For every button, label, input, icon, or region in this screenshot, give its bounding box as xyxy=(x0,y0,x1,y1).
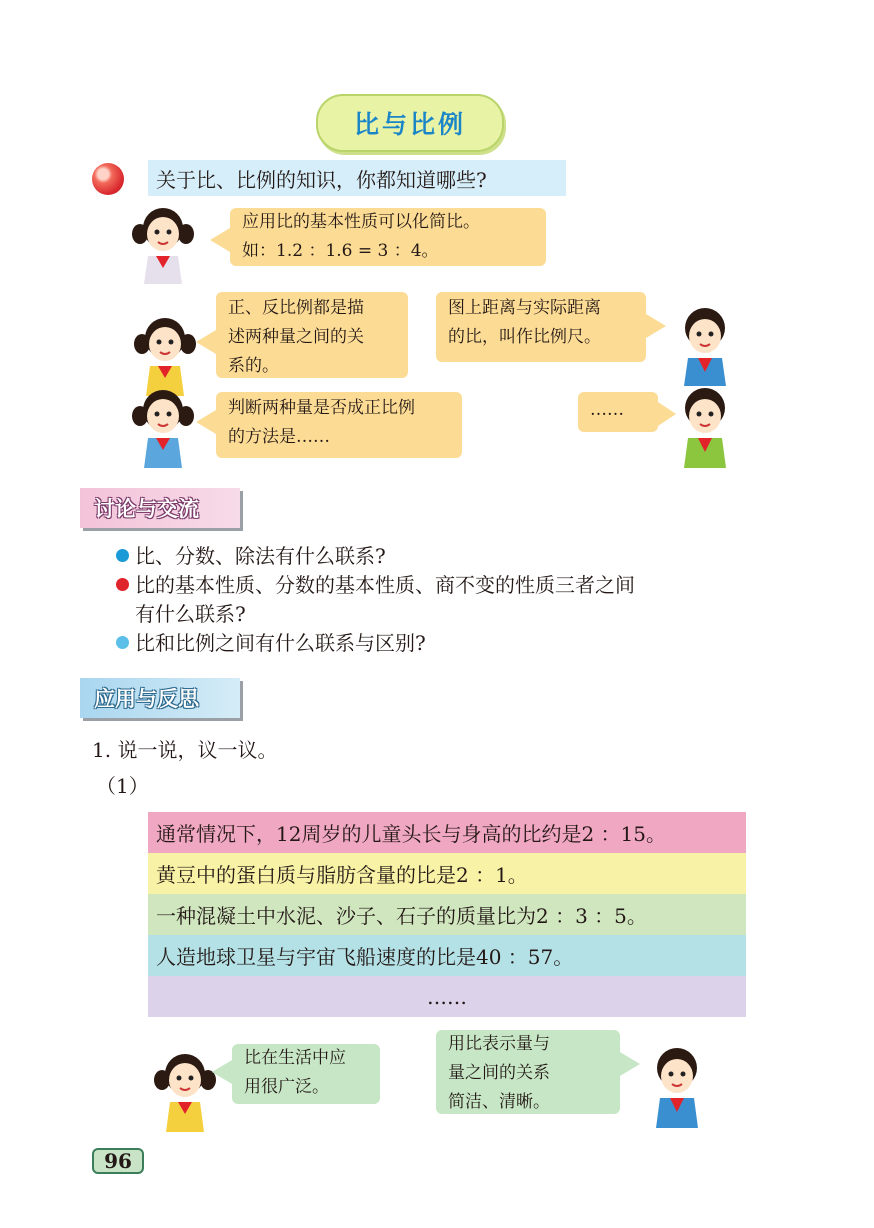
bubble-tail xyxy=(646,314,666,338)
example-band xyxy=(148,976,746,1017)
bubble-text-line: 简洁、清晰。 xyxy=(448,1092,550,1112)
speech-bubble-simplify xyxy=(230,208,546,266)
section-header-text: 应用与反思 xyxy=(94,687,199,711)
bubble-text-line: 如：1.2 ：1.6 = 3 ：4。 xyxy=(242,241,439,261)
bubble-text-line: 判断两种量是否成正比例 xyxy=(228,398,415,418)
discussion-list xyxy=(116,542,776,658)
exercise-subitem-1: （1） xyxy=(96,774,149,798)
bubble-text-line: 应用比的基本性质可以化简比。 xyxy=(242,212,480,232)
list-item xyxy=(116,571,776,600)
list-item xyxy=(116,542,776,571)
list-item-text: 有什么联系? xyxy=(135,602,246,626)
list-item-continuation xyxy=(116,600,776,629)
bubble-tail xyxy=(196,410,216,434)
bubble-tail xyxy=(620,1052,640,1076)
list-item-text: 比、分数、除法有什么联系? xyxy=(135,544,386,568)
girl-avatar-4 xyxy=(148,1046,222,1132)
speech-bubble-widely-used xyxy=(232,1044,380,1104)
question-banner xyxy=(148,160,566,196)
bubble-text-line: 用很广泛。 xyxy=(244,1077,329,1097)
band-text: 人造地球卫星与宇宙飞船速度的比是40 ：57。 xyxy=(156,945,574,969)
bubble-text-line: 的比，叫作比例尺。 xyxy=(448,327,601,347)
example-band xyxy=(148,935,746,976)
section-header-text: 讨论与交流 xyxy=(94,497,199,521)
list-item-text: 比的基本性质、分数的基本性质、商不变的性质三者之间 xyxy=(135,573,635,597)
band-text: 一种混凝土中水泥、沙子、石子的质量比为2 ：3 ：5。 xyxy=(156,904,647,928)
band-text: 黄豆中的蛋白质与脂肪含量的比是2 ：1。 xyxy=(156,863,528,887)
section-header-discuss xyxy=(80,488,240,528)
bubble-tail xyxy=(212,1060,232,1084)
bubble-text-line: 的方法是…… xyxy=(228,427,330,447)
band-text: 通常情况下，12周岁的儿童头长与身高的比约是2 ：15。 xyxy=(156,822,666,846)
bubble-tail xyxy=(210,228,230,252)
example-band xyxy=(148,894,746,935)
boy-avatar-2 xyxy=(668,382,742,468)
list-item-text: 比和比例之间有什么联系与区别? xyxy=(135,631,426,655)
exercise-item-1: 1. 说一说，议一议。 xyxy=(92,738,278,762)
boy-avatar-1 xyxy=(668,300,742,386)
bubble-text-line: 量之间的关系 xyxy=(448,1063,550,1083)
speech-bubble-scale xyxy=(436,292,646,362)
page-title xyxy=(316,94,504,152)
bubble-tail xyxy=(196,330,216,354)
boy-avatar-3 xyxy=(640,1042,714,1128)
example-band xyxy=(148,812,746,853)
bubble-text-line: 述两种量之间的关 xyxy=(228,327,364,347)
example-band xyxy=(148,853,746,894)
bubble-text-line: …… xyxy=(590,400,624,420)
bubble-text-line: 图上距离与实际距离 xyxy=(448,298,601,318)
speech-bubble-ellipsis xyxy=(578,392,658,432)
red-ball-icon xyxy=(92,163,124,195)
girl-avatar-3 xyxy=(126,382,200,468)
blue-dot-icon xyxy=(116,549,129,562)
speech-bubble-method xyxy=(216,392,462,458)
page-number xyxy=(92,1148,144,1174)
page-title-text: 比与比例 xyxy=(353,110,466,139)
red-dot-icon xyxy=(116,578,129,591)
section-header-apply xyxy=(80,678,240,718)
speech-bubble-proportion xyxy=(216,292,408,378)
band-text: …… xyxy=(427,984,467,1009)
list-item xyxy=(116,629,776,658)
bubble-text-line: 用比表示量与 xyxy=(448,1034,550,1054)
question-text: 关于比、比例的知识，你都知道哪些? xyxy=(156,167,487,192)
page-number-text: 96 xyxy=(104,1149,132,1173)
speech-bubble-concise xyxy=(436,1030,620,1114)
bubble-text-line: 正、反比例都是描 xyxy=(228,298,364,318)
light-blue-dot-icon xyxy=(116,636,129,649)
bubble-text-line: 系的。 xyxy=(228,356,279,376)
girl-avatar-1 xyxy=(126,198,200,284)
bubble-text-line: 比在生活中应 xyxy=(244,1048,346,1068)
